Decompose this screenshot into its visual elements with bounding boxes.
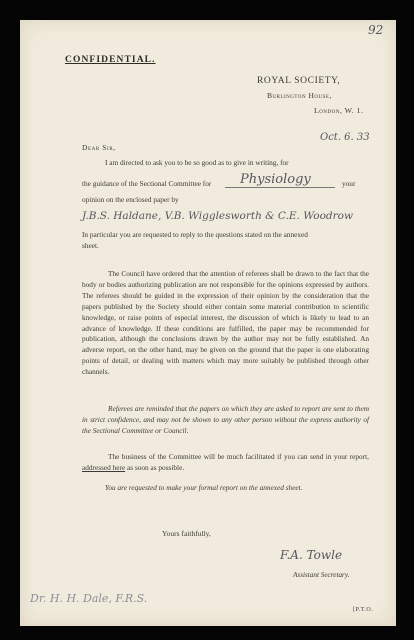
pto-note: [P.T.O. <box>353 607 374 613</box>
addressed-here: addressed here <box>82 462 126 472</box>
paragraph-business-b: as soon as possible. <box>126 462 185 472</box>
paragraph-council: The Council have ordered that the attention of referees shall be drawn to the fact that the body or bodies authorizing publication are not responsible for the opinions expressed by authors. The referees should be guided in the expression of their opinion by the consideration that the papers published by the Society should either contain some material contribution to scientific knowledge, or raise points of especial interest, the discussion of which is likely to lead to an advance of knowledge. If these conditions are fulfilled, the paper may be recommended for publication, although the conclusions drawn by the author may not be fully established. An adverse report, on the other hand, may be given on the ground that the paper is one elaborating points of detail, or dealing with matters which may more suitably be published through other channels. <box>82 269 369 377</box>
body-line-4: In particular you are requested to reply to the questions stated on the annexed <box>82 230 308 239</box>
salutation: Dear Sir, <box>82 143 116 152</box>
paragraph-formal-report: You are requested to make your formal report on the annexed sheet. <box>105 483 303 492</box>
society-name: ROYAL SOCIETY, <box>257 76 341 86</box>
closing: Yours faithfully, <box>162 529 211 538</box>
folio-number: 92 <box>368 23 384 37</box>
subject-underline <box>225 187 335 188</box>
recipient-name: Dr. H. H. Dale, F.R.S. <box>30 592 148 605</box>
body-line-3: opinion on the enclosed paper by <box>82 195 179 204</box>
signatory-title: Assistant Secretary. <box>293 571 350 579</box>
body-line-2-suffix: your <box>342 179 356 188</box>
address-house: Burlington House, <box>267 91 332 100</box>
handwritten-subject: Physiology <box>240 172 311 187</box>
body-line-1: I am directed to ask you to be so good as to give in writing, for <box>105 158 289 167</box>
address-city: London, W. 1. <box>314 106 364 115</box>
body-line-5: sheet. <box>82 241 99 250</box>
confidential-heading: CONFIDENTIAL. <box>65 55 156 65</box>
paragraph-business-a: The business of the Committee will be much facilitated if you can send in your report, <box>108 452 369 461</box>
signature: F.A. Towle <box>280 548 343 562</box>
handwritten-date: Oct. 6. 33 <box>320 132 370 143</box>
paragraph-confidence: Referees are reminded that the papers on which they are asked to report are sent to them in strict confidence, and may not be shown to any other person without the express authority of the Sectional Committee or Council. <box>82 404 369 435</box>
body-line-2-prefix: the guidance of the Sectional Committee for <box>82 179 212 188</box>
letter-page <box>20 20 396 626</box>
paragraph-business <box>82 452 369 474</box>
handwritten-authors: J.B.S. Haldane, V.B. Wigglesworth & C.E. Woodrow <box>82 210 353 222</box>
